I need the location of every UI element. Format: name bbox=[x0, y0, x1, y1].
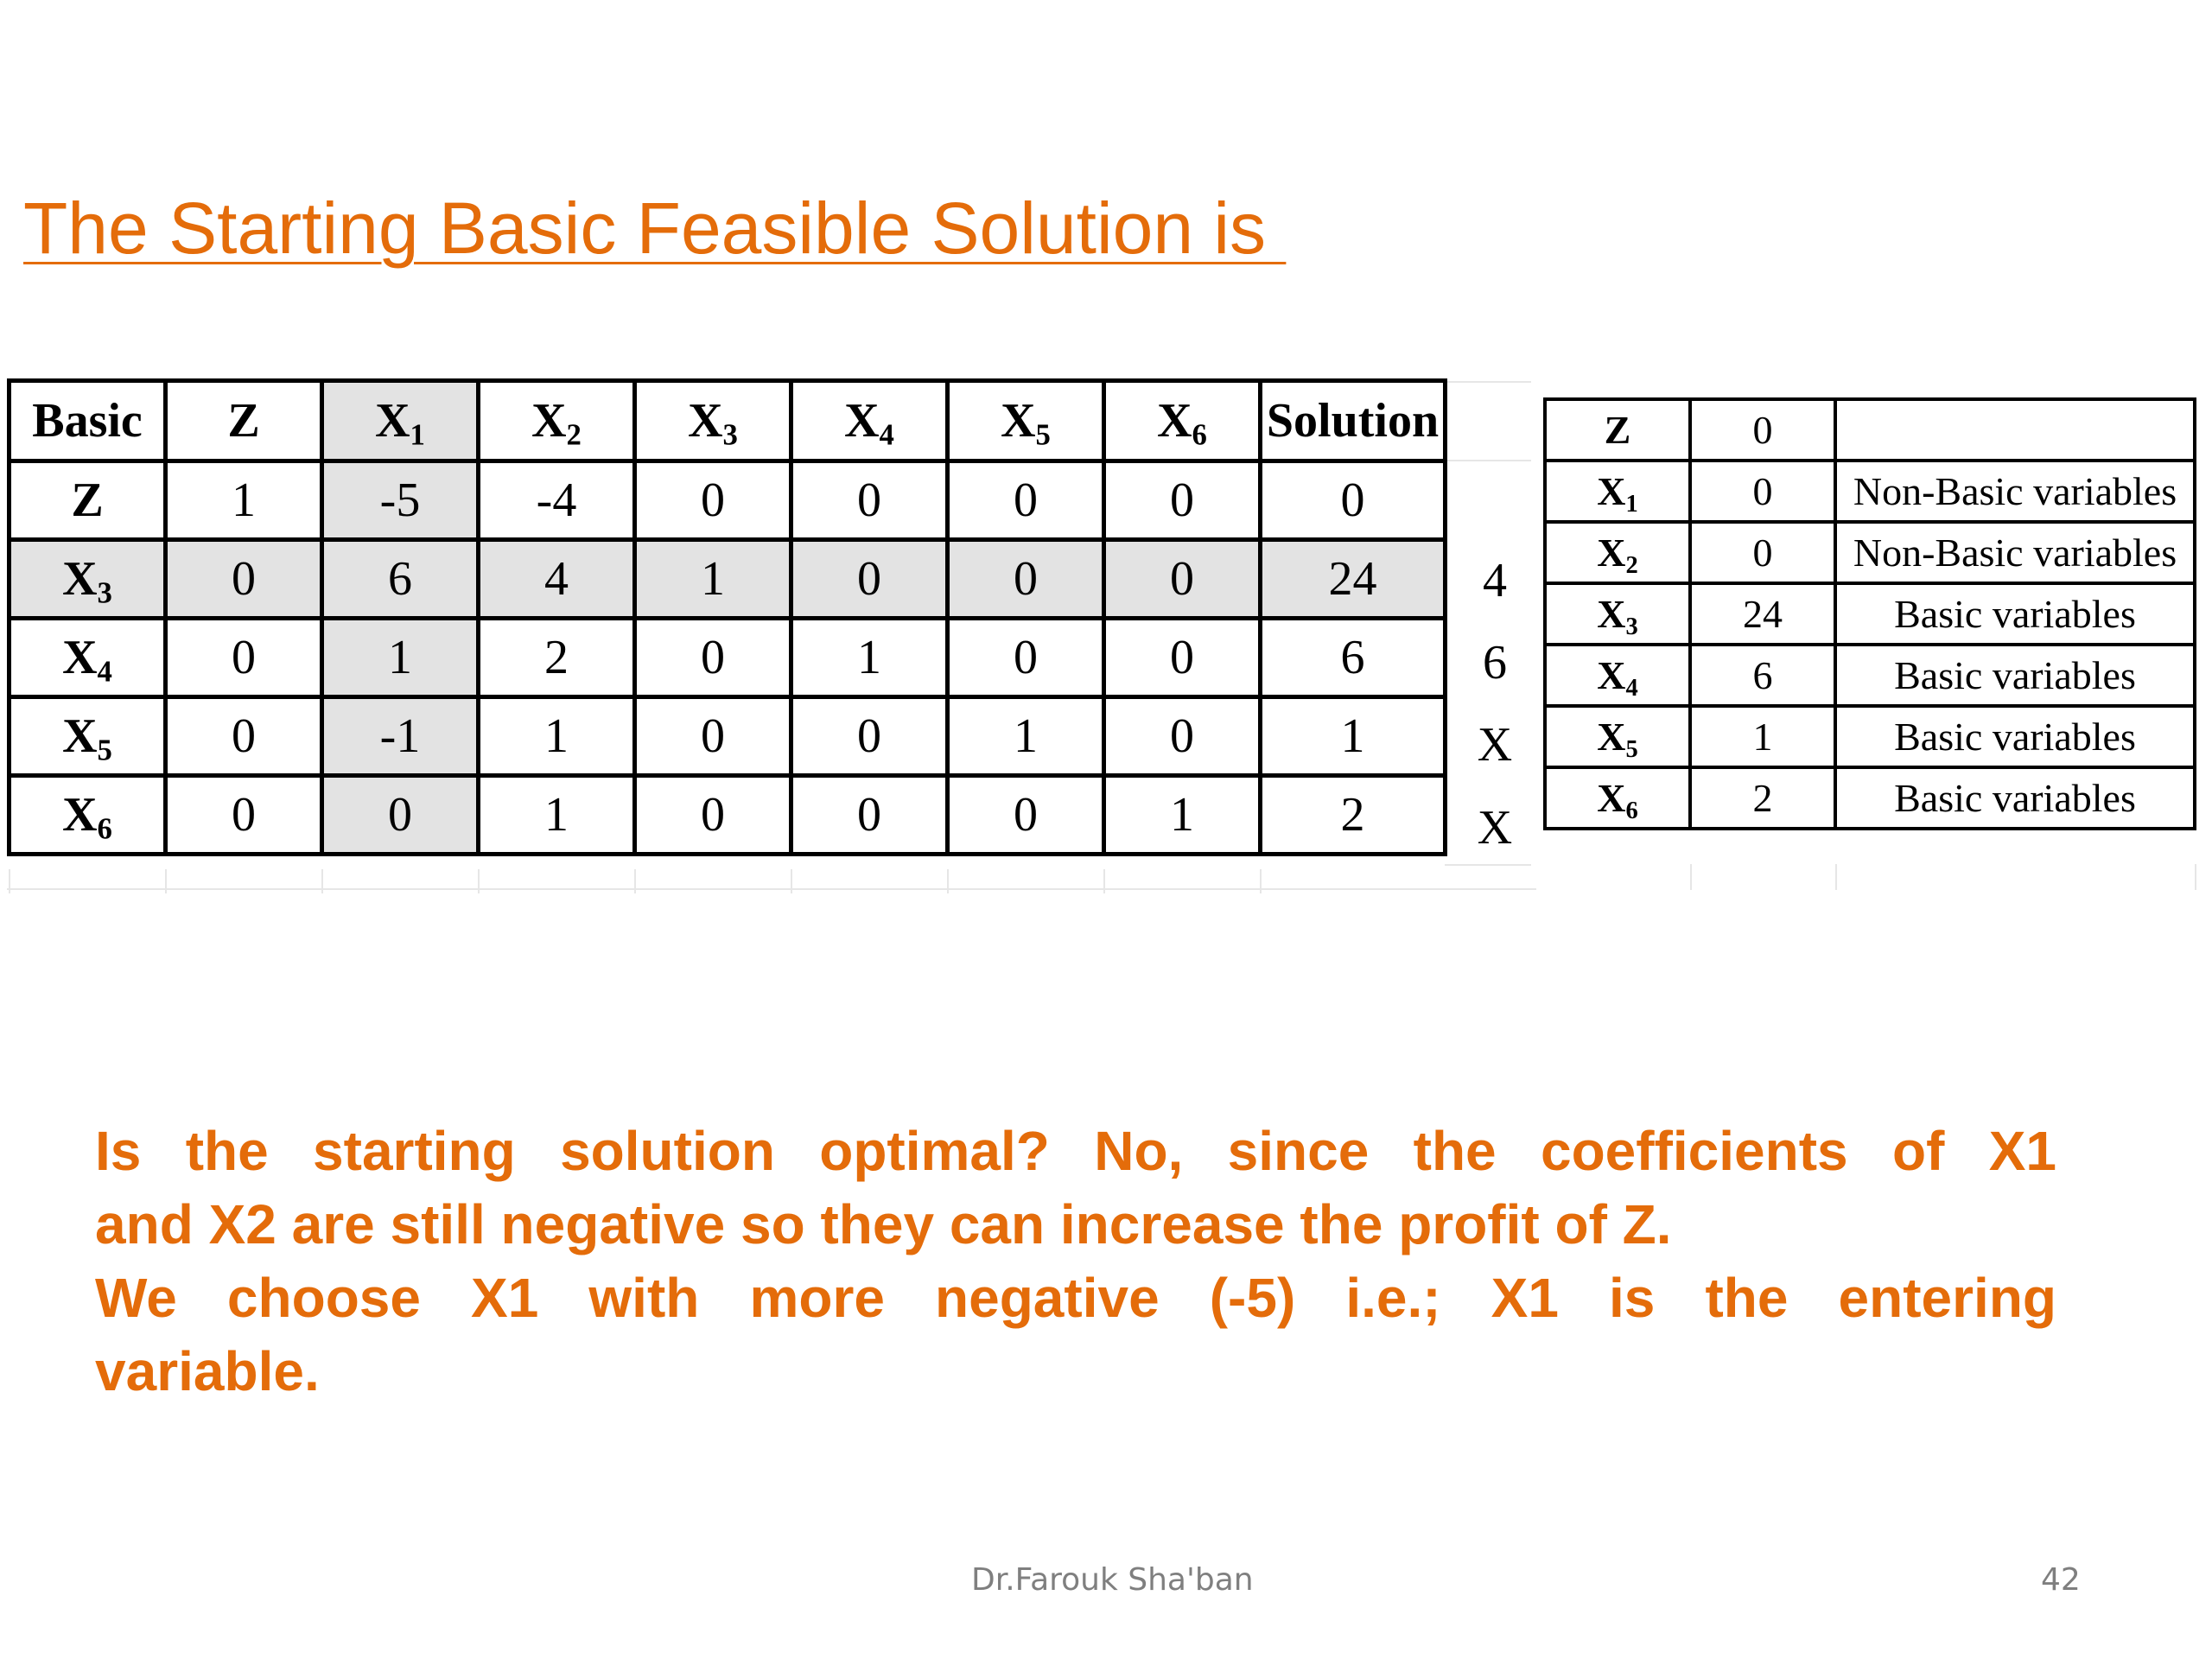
ratio-x4: 6 bbox=[1483, 636, 1507, 690]
paragraph-line: Is the starting solution optimal? No, since the coefficients of X1 bbox=[95, 1120, 2056, 1182]
var-value: 0 bbox=[1690, 399, 1835, 461]
gridline bbox=[947, 869, 949, 893]
row-basic-label: $X_5$ bbox=[10, 697, 166, 776]
cell: 1 bbox=[166, 461, 322, 540]
cell: 0 bbox=[791, 697, 948, 776]
var-type bbox=[1835, 399, 2195, 461]
gridline bbox=[1445, 864, 1531, 866]
tableau-row-x3 bbox=[10, 540, 1446, 619]
cell: 1 bbox=[1104, 776, 1261, 855]
simplex-tableau bbox=[7, 378, 1447, 856]
var-name: $X_3$ bbox=[1545, 583, 1690, 645]
cell: 0 bbox=[1104, 697, 1261, 776]
cell: 0 bbox=[948, 461, 1104, 540]
var-name: Z bbox=[1545, 399, 1690, 461]
header-x6: $X_6$ bbox=[1104, 381, 1261, 461]
cell: 0 bbox=[948, 619, 1104, 697]
cell: 6 bbox=[322, 540, 479, 619]
var-type: Non-Basic variables bbox=[1835, 522, 2195, 583]
header-x1: $X_1$ bbox=[322, 381, 479, 461]
header-x2: $X_2$ bbox=[479, 381, 635, 461]
var-row-x3 bbox=[1545, 583, 2195, 645]
gridline bbox=[1835, 864, 1837, 890]
gridline bbox=[7, 888, 1536, 890]
cell: 6 bbox=[1261, 619, 1446, 697]
paragraph-line: and X2 are still negative so they can increase the profit of Z. bbox=[95, 1193, 1672, 1255]
gridline bbox=[1445, 460, 1531, 461]
cell: 4 bbox=[479, 540, 635, 619]
slide-title: The Starting Basic Feasible Solution is bbox=[23, 188, 1287, 269]
gridline bbox=[2195, 864, 2196, 890]
footer-author: Dr.Farouk Sha'ban bbox=[971, 1562, 1254, 1598]
cell: 0 bbox=[322, 776, 479, 855]
gridline bbox=[9, 869, 10, 893]
cell: 0 bbox=[166, 619, 322, 697]
cell: 1 bbox=[322, 619, 479, 697]
gridline bbox=[1690, 864, 1692, 890]
paragraph-line: variable. bbox=[95, 1340, 320, 1402]
cell: 2 bbox=[1261, 776, 1446, 855]
gridline bbox=[1103, 869, 1105, 893]
var-type: Basic variables bbox=[1835, 706, 2195, 767]
paragraph-line: We choose X1 with more negative (-5) i.e.; X1 is the entering bbox=[95, 1267, 2056, 1329]
var-type: Basic variables bbox=[1835, 767, 2195, 829]
cell: 0 bbox=[166, 776, 322, 855]
var-value: 1 bbox=[1690, 706, 1835, 767]
var-name: $X_5$ bbox=[1545, 706, 1690, 767]
variable-status-table bbox=[1543, 397, 2196, 830]
tableau-row-x5 bbox=[10, 697, 1446, 776]
row-basic-label: $X_3$ bbox=[10, 540, 166, 619]
row-basic-label: $X_6$ bbox=[10, 776, 166, 855]
var-type: Basic variables bbox=[1835, 645, 2195, 706]
tableau-header-row bbox=[10, 381, 1446, 461]
var-name: $X_4$ bbox=[1545, 645, 1690, 706]
cell: 0 bbox=[791, 776, 948, 855]
cell: 0 bbox=[166, 697, 322, 776]
var-name: $X_2$ bbox=[1545, 522, 1690, 583]
cell: 1 bbox=[479, 697, 635, 776]
var-value: 6 bbox=[1690, 645, 1835, 706]
tableau-row-x4 bbox=[10, 619, 1446, 697]
cell: -4 bbox=[479, 461, 635, 540]
ratio-x3: 4 bbox=[1483, 554, 1507, 607]
var-value: 24 bbox=[1690, 583, 1835, 645]
row-basic-label: Z bbox=[10, 461, 166, 540]
var-name: $X_6$ bbox=[1545, 767, 1690, 829]
cell: -1 bbox=[322, 697, 479, 776]
gridline bbox=[478, 869, 480, 893]
gridline bbox=[1445, 381, 1531, 383]
header-x3: $X_3$ bbox=[635, 381, 791, 461]
cell: 0 bbox=[791, 540, 948, 619]
gridline bbox=[321, 869, 323, 893]
cell: -5 bbox=[322, 461, 479, 540]
cell: 0 bbox=[1104, 619, 1261, 697]
cell: 0 bbox=[635, 776, 791, 855]
cell: 0 bbox=[166, 540, 322, 619]
cell: 0 bbox=[635, 619, 791, 697]
cell: 0 bbox=[1104, 540, 1261, 619]
cell: 0 bbox=[1104, 461, 1261, 540]
var-type: Basic variables bbox=[1835, 583, 2195, 645]
gridline bbox=[791, 869, 792, 893]
tableau-row-x6 bbox=[10, 776, 1446, 855]
cell: 1 bbox=[479, 776, 635, 855]
cell: 0 bbox=[948, 776, 1104, 855]
header-x4: $X_4$ bbox=[791, 381, 948, 461]
header-z: Z bbox=[166, 381, 322, 461]
tableau-row-z bbox=[10, 461, 1446, 540]
cell: 0 bbox=[1261, 461, 1446, 540]
header-solution: Solution bbox=[1261, 381, 1446, 461]
cell: 0 bbox=[635, 697, 791, 776]
ratio-x5: X bbox=[1477, 718, 1513, 772]
cell: 2 bbox=[479, 619, 635, 697]
cell: 1 bbox=[1261, 697, 1446, 776]
header-x5: $X_5$ bbox=[948, 381, 1104, 461]
var-row-z bbox=[1545, 399, 2195, 461]
cell: 1 bbox=[635, 540, 791, 619]
cell: 1 bbox=[948, 697, 1104, 776]
var-row-x4 bbox=[1545, 645, 2195, 706]
var-value: 0 bbox=[1690, 522, 1835, 583]
gridline bbox=[1260, 869, 1262, 893]
var-name: $X_1$ bbox=[1545, 461, 1690, 522]
var-row-x6 bbox=[1545, 767, 2195, 829]
cell: 24 bbox=[1261, 540, 1446, 619]
gridline bbox=[165, 869, 167, 893]
footer-page-number: 42 bbox=[2041, 1562, 2081, 1598]
header-basic: Basic bbox=[10, 381, 166, 461]
cell: 1 bbox=[791, 619, 948, 697]
var-type: Non-Basic variables bbox=[1835, 461, 2195, 522]
cell: 0 bbox=[791, 461, 948, 540]
var-row-x5 bbox=[1545, 706, 2195, 767]
cell: 0 bbox=[948, 540, 1104, 619]
var-row-x2 bbox=[1545, 522, 2195, 583]
ratio-x6: X bbox=[1477, 801, 1513, 855]
gridline bbox=[634, 869, 636, 893]
row-basic-label: $X_4$ bbox=[10, 619, 166, 697]
var-row-x1 bbox=[1545, 461, 2195, 522]
var-value: 2 bbox=[1690, 767, 1835, 829]
cell: 0 bbox=[635, 461, 791, 540]
explanation-paragraph bbox=[95, 1115, 2056, 1408]
var-value: 0 bbox=[1690, 461, 1835, 522]
